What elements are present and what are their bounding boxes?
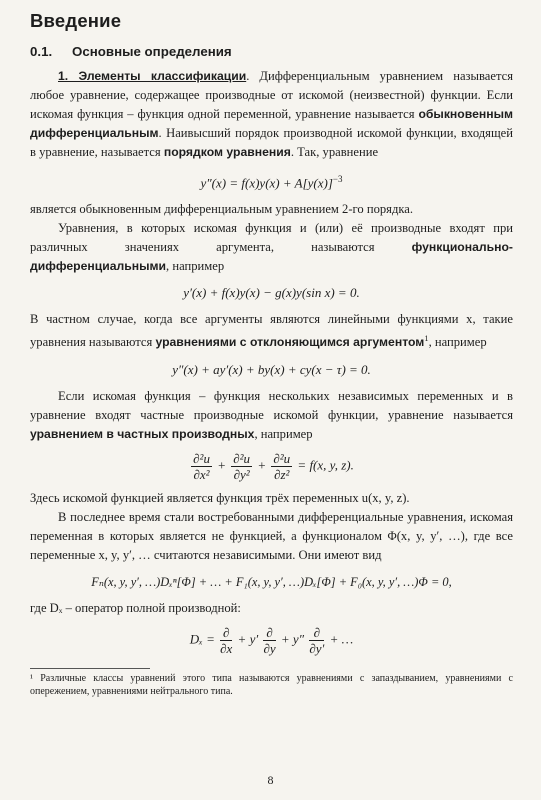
equation-4: $\frac{\text{∂²u}}{\text{∂x²}}$ + $\frac{\text{∂²u}}{\text{∂y²}}$ + $\frac{\text{∂²u}}{\text{∂z²}}$ = f(x, y, z). — [193, 450, 354, 482]
paragraph-text: . Наивысший порядок производной искомой функции, входящей в уравнение, называется — [30, 126, 513, 159]
fraction — [263, 625, 275, 656]
fraction — [309, 625, 324, 656]
term-ordinary: обыкновенным дифференциальным — [30, 107, 513, 140]
paragraph-8: где Dₓ – оператор полной производной: — [30, 600, 241, 615]
equation-term: + … — [329, 631, 354, 646]
paragraph-5 — [30, 387, 513, 444]
section-title: Основные определения — [72, 44, 232, 59]
fraction — [271, 451, 292, 482]
paragraph-text: Уравнения, в которых искомая функция и (или) её производные входят при различных значениях аргумента, называются — [30, 221, 513, 255]
paragraph-text: , например — [254, 426, 313, 441]
paragraph-1 — [30, 67, 513, 162]
fraction-denominator: ∂z² — [274, 466, 290, 482]
paragraph-3 — [30, 219, 513, 276]
footnote: ¹ Различные классы уравнений этого типа называются уравнениями с запаздыванием, уравнениями с опережением, уравнениями нейтрального типа. — [30, 672, 513, 697]
paragraph-text: . Дифференциальным уравнением называется любое уравнение, содержащее производные от искомой (неизвестной) функции. Если искомая функция – функция одной переменной, уравнение называется — [30, 69, 513, 121]
equation-5: Fₙ(x, y, y′, …)Dₓⁿ[Φ] + … + F₁(x, y, y′, …)Dₓ[Φ] + F₀(x, y, y′, …)Φ = 0, — [91, 574, 452, 589]
item-heading: 1. Элементы классификации — [58, 69, 247, 83]
equation-6 — [30, 625, 513, 656]
paragraph-text: , например — [166, 259, 225, 274]
term-functional: функционально-дифференциальными — [30, 240, 513, 274]
paragraph-4 — [30, 310, 513, 352]
footnote-divider — [30, 668, 150, 669]
paragraph-text: . Так, уравнение — [290, 145, 379, 159]
equation-term: + y″ — [280, 631, 305, 646]
equation-lhs: Dₓ = — [189, 631, 215, 646]
fraction — [191, 451, 212, 482]
footnote-mark[interactable]: 1 — [424, 333, 429, 344]
fraction-denominator: ∂y′ — [309, 640, 325, 656]
equation-exponent: −3 — [332, 174, 343, 184]
section-number: 0.1. — [30, 44, 53, 59]
page-number: 8 — [267, 773, 274, 787]
paragraph-6: Здесь искомой функцией является функция трёх переменных u(x, y, z). — [30, 490, 410, 505]
section-heading — [30, 44, 513, 59]
equation-rhs: = f(x, y, z). — [297, 457, 354, 472]
paragraph-text: Если искомая функция – функция нескольких независимых переменных и в уравнение входят частные производные искомой функции, уравнение называется — [30, 388, 513, 422]
equation-1 — [30, 169, 513, 193]
paragraph-text: , например — [428, 335, 487, 350]
fraction — [220, 625, 232, 656]
chapter-title: Введение — [30, 10, 122, 31]
fraction-denominator: ∂x² — [193, 466, 210, 482]
term-deviating: уравнениями с отклоняющимся аргументом — [155, 335, 425, 350]
fraction-numerator: ∂ — [263, 625, 275, 641]
equation-body: y″(x) = f(x)y(x) + A[y(x)] — [200, 175, 333, 191]
equation-2: y′(x) + f(x)y(x) − g(x)y(sin x) = 0. — [183, 285, 360, 301]
fraction-denominator: ∂y² — [233, 466, 250, 482]
paragraph-text: В частном случае, когда все аргументы являются линейными функциями x, такие уравнения называются — [30, 312, 513, 350]
paragraph-2: является обыкновенным дифференциальным уравнением 2-го порядка. — [30, 202, 414, 217]
fraction-denominator: ∂y — [263, 640, 276, 656]
fraction — [231, 451, 252, 482]
fraction-numerator: ∂²u — [233, 450, 251, 466]
fraction-numerator: ∂ — [309, 625, 324, 641]
term-order: порядком уравнения — [163, 145, 291, 159]
term-pde: уравнением в частных производных — [30, 426, 255, 441]
paragraph-7: В последнее время стали востребованными дифференциальные уравнения, искомая переменная в которых является не функцией, а функционалом Φ(x, y, y′, …), где все переменные x, y, y′, … считаются независимыми. Они имеют вид — [30, 509, 513, 562]
fraction-numerator: ∂ — [220, 625, 232, 641]
equation-3: y″(x) + ay′(x) + by(x) + cy(x − τ) = 0. — [172, 361, 371, 377]
fraction-denominator: ∂x — [220, 640, 233, 656]
fraction-numerator: ∂²u — [273, 450, 291, 466]
equation-term: + y′ — [237, 631, 259, 646]
fraction-numerator: ∂²u — [193, 450, 210, 466]
